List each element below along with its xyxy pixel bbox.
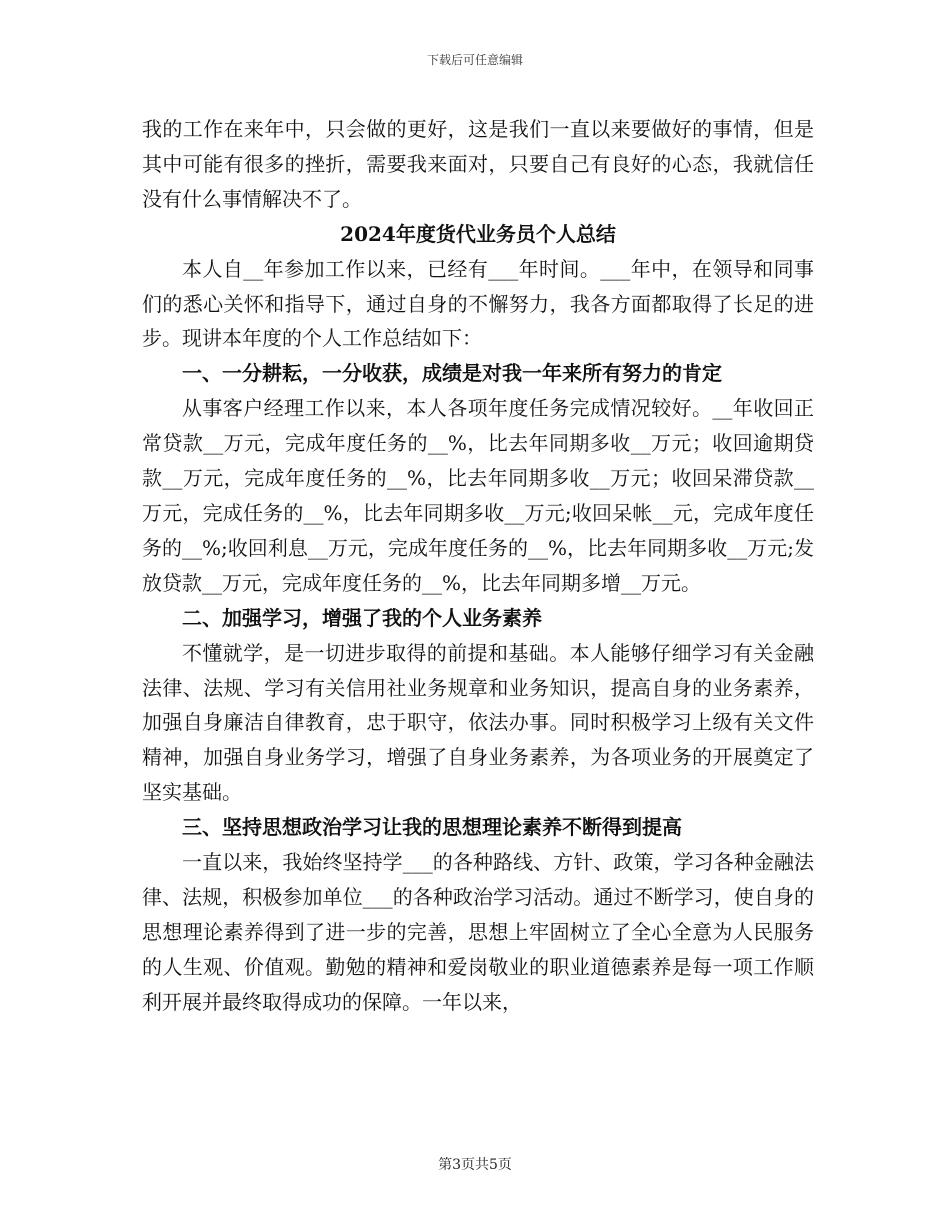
paragraph-continuation: 我的工作在来年中，只会做的更好，这是我们一直以来要做好的事情，但是其中可能有很多的挫折，需要我来面对，只要自己有良好的心态，我就信任没有什么事情解决不了。 xyxy=(142,117,814,211)
paragraph-learning: 不懂就学，是一切进步取得的前提和基础。本人能够仔细学习有关金融法律、法规、学习有关信用社业务规章和业务知识，提高自身的业务素养，加强自身廉洁自律教育，忠于职守，依法办事。同时积极学习上级有关文件精神，加强自身业务学习，增强了自身业务素养，为各项业务的开展奠定了坚实基础。 xyxy=(142,640,814,805)
paragraph-intro: 本人自__年参加工作以来，已经有___年时间。___年中，在领导和同事们的悉心关怀和指导下，通过自身的不懈努力，我各方面都取得了长足的进步。现讲本年度的个人工作总结如下： xyxy=(142,256,814,351)
document-title: 2024年度货代业务员个人总结 xyxy=(340,221,616,246)
page-number-footer: 第3页共5页 xyxy=(438,1157,512,1173)
paragraph-achievements: 从事客户经理工作以来，本人各项年度任务完成情况较好。__年收回正常贷款__万元，完成年度任务的__%，比去年同期多收__万元；收回逾期贷款__万元，完成年度任务的__%，比去年同期多收__万元；收回呆滞贷款__万元，完成任务的__%，比去年同期多收__万元;收回呆帐__元，完成年度任务的__%;收回利息__万元，完成年度任务的__%，比去年同期多收__万元;发放贷款__万元，完成年度任务的__%，比去年同期多增__万元。 xyxy=(142,396,814,595)
section-heading-3: 三、坚持思想政治学习让我的思想理论素养不断得到提高 xyxy=(182,815,682,840)
document-body xyxy=(142,112,814,1020)
section-heading-2: 二、加强学习，增强了我的个人业务素养 xyxy=(182,605,542,630)
paragraph-political-study: 一直以来，我始终坚持学___的各种路线、方针、政策，学习各种金融法律、法规，积极参加单位___的各种政治学习活动。通过不断学习，使自身的思想理论素养得到了进一步的完善，思想上牢固树立了全心全意为人民服务的人生观、价值观。勤勉的精神和爱岗敬业的职业道德素养是每一项工作顺利开展并最终取得成功的保障。一年以来， xyxy=(142,850,814,1014)
page-header: 下载后可任意编辑 xyxy=(426,53,523,67)
section-heading-1: 一、一分耕耘，一分收获，成绩是对我一年来所有努力的肯定 xyxy=(182,361,722,386)
